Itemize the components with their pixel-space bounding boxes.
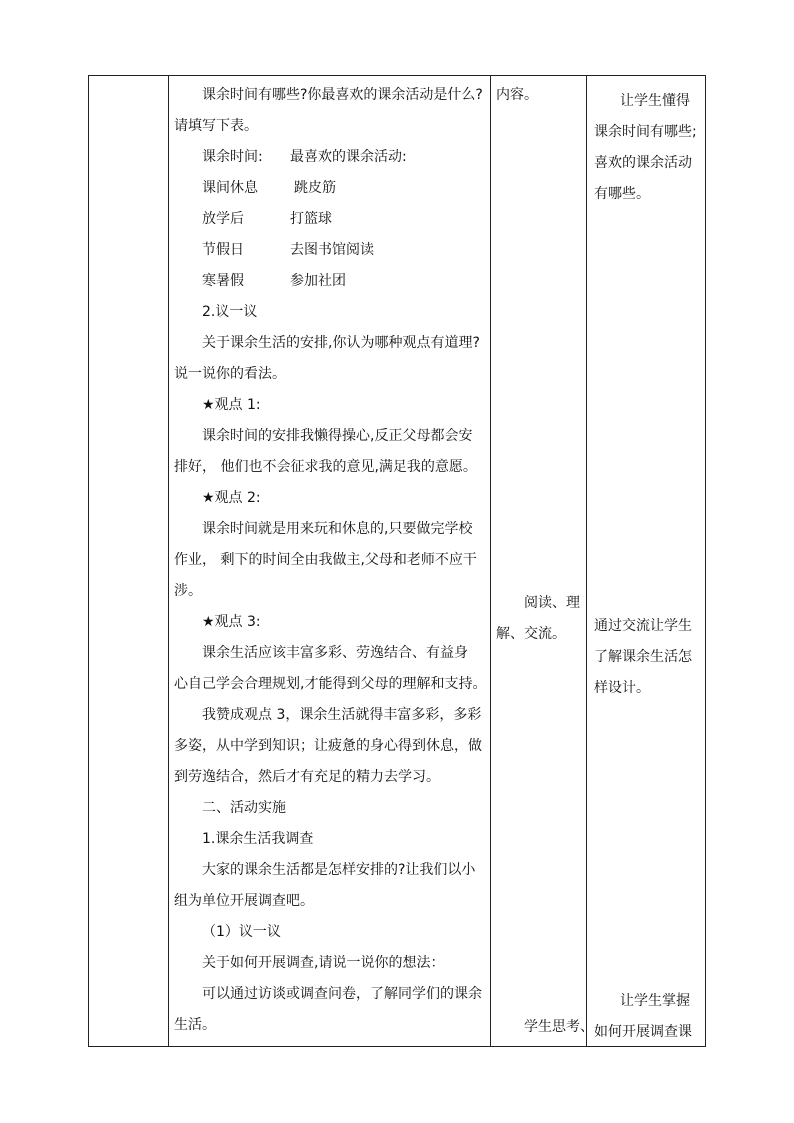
section-heading: 2.议一议 — [202, 304, 258, 320]
table-header-time: 课余时间: — [202, 149, 263, 165]
purpose-line: 让学生掌握 — [620, 993, 690, 1009]
content-line: 组为单位开展调查吧。 — [174, 893, 314, 909]
student-line: 解、交流。 — [496, 626, 566, 642]
time-item: 节假日 — [202, 242, 244, 258]
content-line: 可以通过访谈或调查问卷，了解同学们的课余 — [202, 986, 482, 1002]
purpose-line: 有哪些。 — [594, 186, 650, 202]
purpose-line: 如何开展调查课 — [594, 1024, 692, 1040]
time-item: 寒暑假 — [202, 273, 244, 289]
activity-item: 参加社团 — [290, 273, 346, 289]
content-line: 课余时间就是用来玩和休息的,只要做完学校 — [202, 521, 473, 537]
section-heading: 1.课余生活我调查 — [202, 831, 314, 847]
lesson-table — [88, 75, 706, 1047]
content-line: 课余时间的安排我懒得操心,反正父母都会安 — [202, 428, 473, 444]
time-item: 放学后 — [202, 211, 244, 227]
activity-item: 去图书馆阅读 — [290, 242, 374, 258]
viewpoint-label: ★观点 1: — [202, 397, 261, 413]
purpose-line: 让学生懂得 — [620, 93, 690, 109]
purpose-line: 了解课余生活怎 — [594, 649, 692, 665]
content-line: 到劳逸结合，然后才有充足的精力去学习。 — [174, 769, 440, 785]
teaching-content-cell — [169, 76, 490, 1046]
blank-column-cell — [89, 76, 168, 1046]
design-purpose-cell — [587, 76, 705, 1046]
content-line: 请填写下表。 — [174, 118, 258, 134]
purpose-line: 喜欢的课余活动 — [594, 155, 692, 171]
section-heading: （1）议一议 — [202, 924, 281, 940]
purpose-line: 课余时间有哪些; — [594, 124, 697, 140]
table-header-activity: 最喜欢的课余活动: — [290, 149, 407, 165]
student-activity-cell — [491, 76, 594, 1046]
content-line: 我赞成观点 3，课余生活就得丰富多彩，多彩 — [202, 707, 482, 723]
viewpoint-label: ★观点 2: — [202, 490, 261, 506]
content-line: 心自己学会合理规划,才能得到父母的理解和支持。 — [174, 676, 487, 692]
viewpoint-label: ★观点 3: — [202, 614, 261, 630]
content-line: 大家的课余生活都是怎样安排的?让我们以小 — [202, 862, 476, 878]
purpose-line: 样设计。 — [594, 680, 650, 696]
section-heading: 二、活动实施 — [202, 800, 286, 816]
content-line: 生活。 — [174, 1017, 216, 1033]
content-line: 关于如何开展调查,请说一说你的想法： — [202, 955, 445, 971]
content-line: 课余生活应该丰富多彩、劳逸结合、有益身 — [202, 645, 468, 661]
content-line: 说一说你的看法。 — [174, 366, 286, 382]
student-line: 内容。 — [496, 87, 538, 103]
purpose-line: 通过交流让学生 — [594, 618, 692, 634]
content-line: 多姿，从中学到知识；让疲惫的身心得到休息，做 — [174, 738, 482, 754]
student-line: 学生思考、 — [524, 1019, 594, 1035]
time-item: 课间休息 — [202, 180, 258, 196]
content-line: 作业， 剩下的时间全由我做主,父母和老师不应干 — [174, 552, 477, 568]
activity-item: 跳皮筋 — [294, 180, 336, 196]
content-line: 涉。 — [174, 583, 202, 599]
content-line: 关于课余生活的安排,你认为哪种观点有道理? — [202, 335, 480, 351]
activity-item: 打篮球 — [290, 211, 332, 227]
content-line: 排好， 他们也不会征求我的意见,满足我的意愿。 — [174, 459, 477, 475]
student-line: 阅读、理 — [524, 595, 580, 611]
content-line: 课余时间有哪些?你最喜欢的课余活动是什么? — [202, 87, 483, 103]
